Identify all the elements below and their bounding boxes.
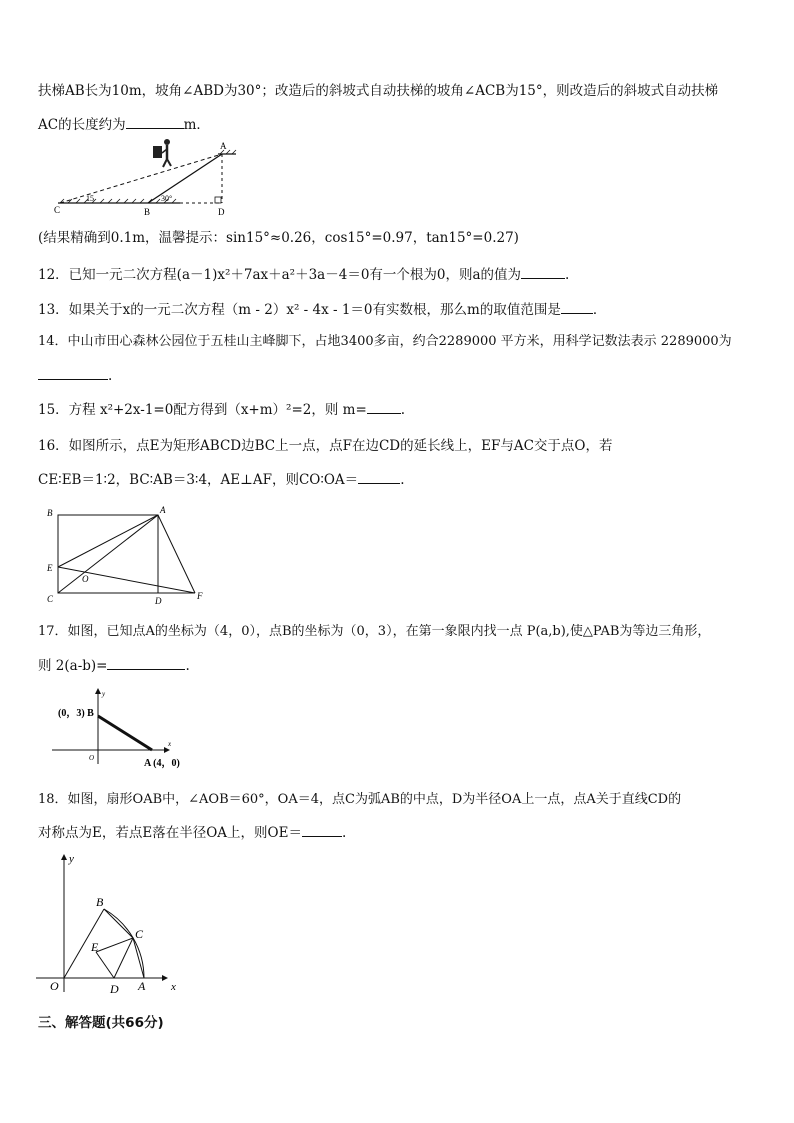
q18-post: . <box>341 825 347 841</box>
q16-label-B: B <box>47 508 53 518</box>
q16-answer-blank[interactable] <box>358 469 400 484</box>
q12-post: . <box>565 267 570 283</box>
q14-post: . <box>108 368 113 384</box>
q16-label-D: D <box>155 596 162 606</box>
person-icon <box>153 139 171 167</box>
q11-answer-blank[interactable] <box>126 114 184 129</box>
q18-answer-blank[interactable] <box>302 822 342 837</box>
q16-label-E: E <box>47 563 53 573</box>
q11-line2-pre: AC的长度约为 <box>38 117 126 133</box>
q17-label-O: O <box>89 754 95 762</box>
q14-line2 <box>38 365 112 385</box>
q12-text: 12．已知一元二次方程(a－1)x²＋7ax＋a²＋3a－4＝0有一个根为0，则a的值为 <box>38 267 522 283</box>
section-3-heading: 三、解答题(共66分) <box>38 1015 164 1031</box>
q18-label-x: x <box>171 981 176 993</box>
q16-label-F: F <box>197 591 203 601</box>
q15-answer-blank[interactable] <box>367 399 401 414</box>
q12 <box>38 264 569 284</box>
q17-line2 <box>38 655 190 675</box>
q16-line2 <box>38 469 404 489</box>
q18-line1: 18．如图，扇形OAB中，∠AOB＝60°，OA＝4，点C为弧AB的中点，D为半径OA上一点，点A关于直线CD的 <box>38 792 682 807</box>
q12-answer-blank[interactable] <box>521 264 565 279</box>
q11-label-15: 15 <box>86 194 94 203</box>
q13-text: 13．如果关于x的一元二次方程（m - 2）x² - 4x - 1＝0有实数根，那么m的取值范围是 <box>38 302 561 318</box>
q11-label-D: D <box>218 207 225 217</box>
q18-label-B: B <box>96 895 104 909</box>
q17-figure <box>52 688 202 770</box>
q18-label-E: E <box>91 940 99 954</box>
q18-line2-pre: 对称点为E，若点E落在半径OA上，则OE＝ <box>38 825 302 841</box>
q18-label-D: D <box>110 982 119 996</box>
q11-label-A: A <box>220 141 227 151</box>
q15-post: . <box>400 402 406 418</box>
q17-label-y: y <box>102 690 106 698</box>
q17-line1: 17．如图，已知点A的坐标为（4，0），点B的坐标为（0，3），在第一象限内找一点 P(a,b),使△PAB为等边三角形， <box>38 624 711 639</box>
q11-line2 <box>38 114 210 134</box>
q13-post: ． <box>592 302 607 318</box>
q11-hint: (结果精确到0.1m，温馨提示：sin15°≈0.26，cos15°=0.97，tan15°=0.27) <box>38 230 519 246</box>
q14-answer-blank[interactable] <box>38 365 108 380</box>
q11-label-B: B <box>144 207 151 217</box>
q18-label-C: C <box>135 927 144 941</box>
q18-label-A: A <box>138 979 146 993</box>
q16-figure <box>40 505 215 610</box>
q17-post: . <box>185 658 190 674</box>
q17-label-x: x <box>168 740 172 748</box>
q15 <box>38 399 405 419</box>
q11-figure <box>50 135 250 220</box>
q16-post: . <box>400 472 405 488</box>
q18-figure <box>36 852 176 1000</box>
q17-answer-blank[interactable] <box>107 655 185 670</box>
q17-line2-pre: 则 2(a-b)= <box>38 658 108 674</box>
q14-line1: 14．中山市田心森林公园位于五桂山主峰脚下，占地3400多亩，约合2289000 平方米，用科学记数法表示 2289000为 <box>38 334 732 349</box>
q11-label-C: C <box>54 205 61 215</box>
q13 <box>38 299 606 319</box>
q16-label-C: C <box>47 594 54 604</box>
q16-label-A: A <box>160 505 166 515</box>
q18-label-y: y <box>69 853 74 865</box>
q17-label-A: A (4，0) <box>144 758 180 769</box>
q16-label-O: O <box>82 574 89 584</box>
q11-line2-post: m． <box>183 117 210 133</box>
q15-text: 15．方程 x²+2x-1=0配方得到（x+m）²=2，则 m= <box>38 402 367 418</box>
q16-line1: 16．如图所示，点E为矩形ABCD边BC上一点，点F在边CD的延长线上，EF与AC交于点O，若 <box>38 438 613 454</box>
q18-label-O: O <box>50 979 59 993</box>
q11-label-30: 30° <box>161 194 173 203</box>
q11-line1: 扶梯AB长为10m，坡角∠ABD为30°；改造后的斜坡式自动扶梯的坡角∠ACB为15°，则改造后的斜坡式自动扶梯 <box>38 83 719 99</box>
q18-line2 <box>38 822 346 842</box>
q16-line2-pre: CE∶EB＝1∶2，BC∶AB＝3∶4，AE⊥AF，则CO∶OA＝ <box>38 472 359 488</box>
q17-label-B: (0，3) B <box>58 708 94 719</box>
q13-answer-blank[interactable] <box>561 299 593 314</box>
